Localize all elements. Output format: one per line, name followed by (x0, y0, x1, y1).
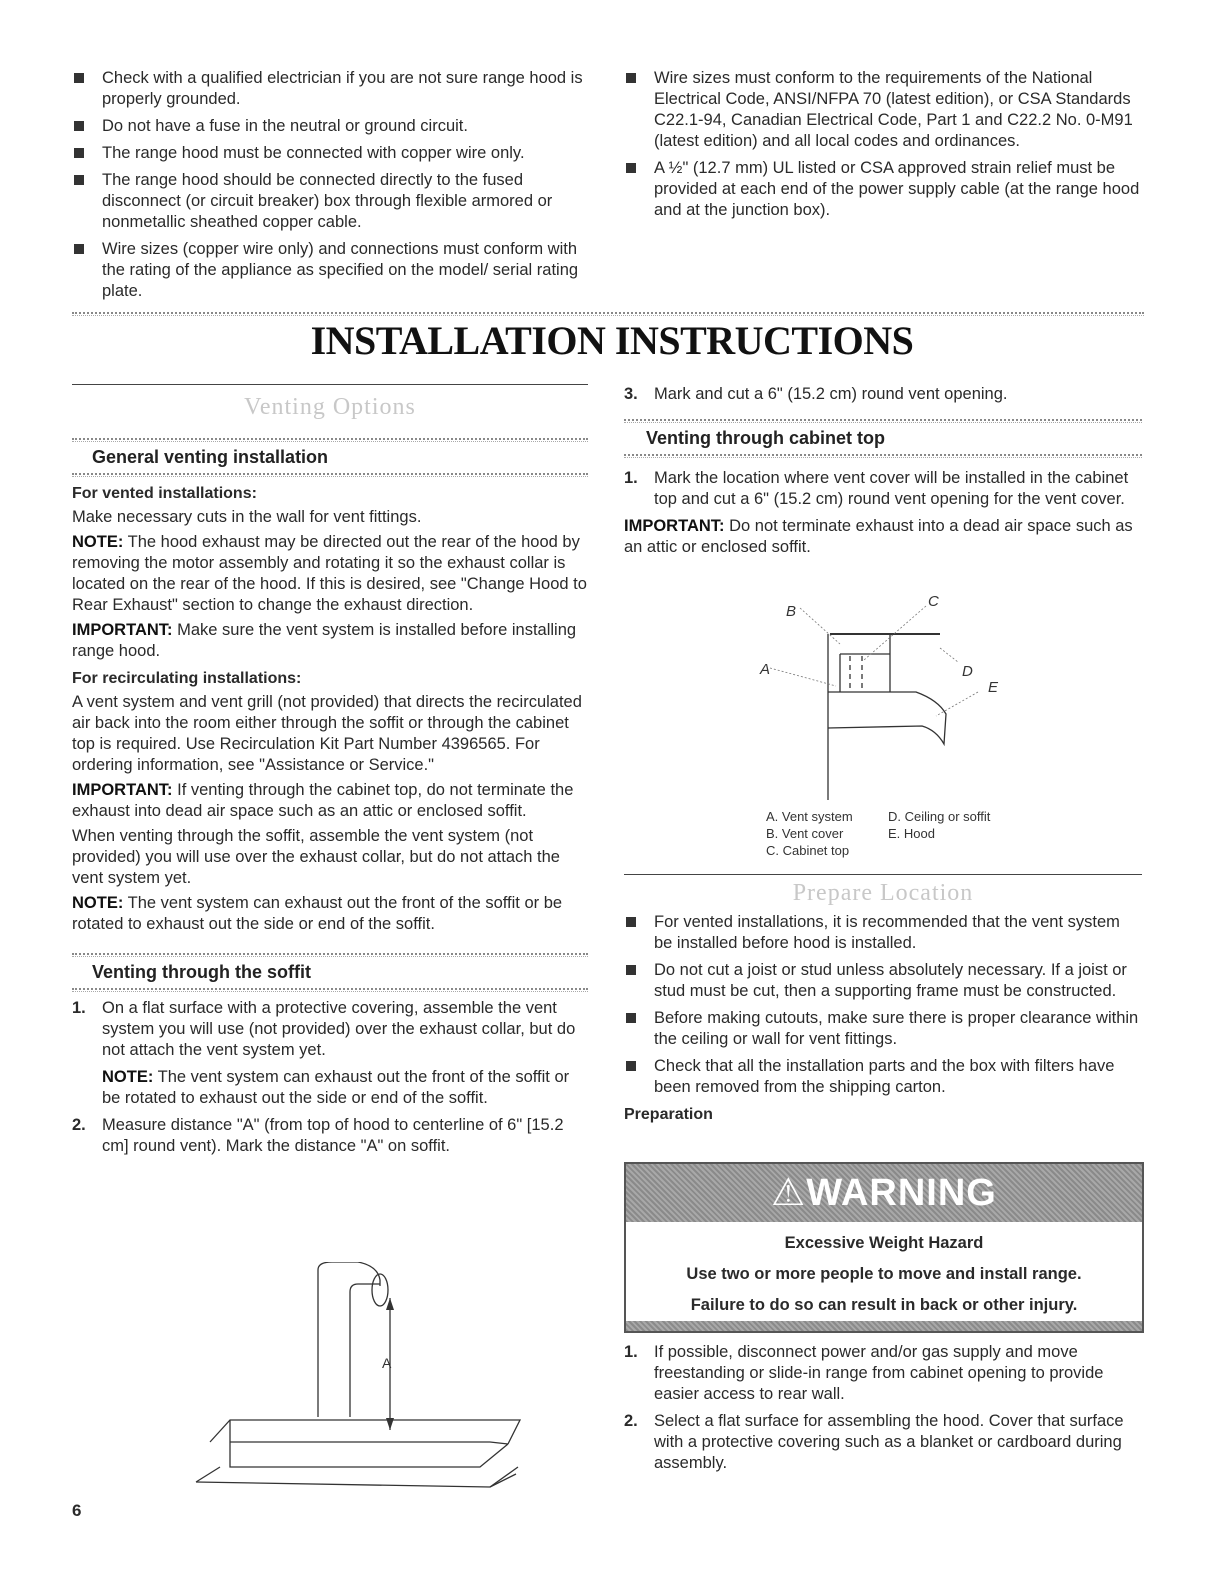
steps-list (624, 1342, 1142, 1480)
page-title: INSTALLATION INSTRUCTIONS (310, 318, 914, 363)
label: Preparation (624, 1106, 713, 1123)
step-number: 1. (72, 999, 86, 1017)
caption: A. Vent system (766, 809, 853, 824)
bullet-item: For vented installations, it is recommended that the vent system be installed before hood is installed. (624, 912, 1142, 954)
note (72, 532, 588, 616)
important-label: IMPORTANT: (624, 517, 725, 535)
page-number: 6 (72, 1501, 82, 1520)
label: For vented installations: (72, 485, 257, 502)
caption: D. Ceiling or soffit (888, 809, 991, 824)
warning-line: Failure to do so can result in back or other injury. (690, 1296, 1078, 1314)
important-label: IMPORTANT: (72, 621, 173, 639)
label: For recirculating installations: (72, 670, 302, 687)
list-item (72, 1115, 588, 1157)
bullet-item: Do not have a fuse in the neutral or ground circuit. (72, 116, 592, 137)
prepare-section (624, 874, 1142, 1125)
section-title: Venting Options (244, 394, 416, 420)
subsection-title: General venting installation (92, 447, 329, 467)
note-label: NOTE: (72, 894, 124, 912)
caption: E. Hood (888, 826, 935, 841)
diagram-label: D (962, 663, 973, 680)
warning-footer (626, 1321, 1142, 1331)
step-text: On a flat surface with a protective covering, assemble the vent system you will use (not provided) over the exhaust collar, but do not attach the vent system yet. (102, 999, 576, 1059)
top-left-bullets (72, 68, 592, 308)
caption-column (766, 808, 853, 859)
list-item (624, 1411, 1142, 1474)
cabinet-vent-diagram (740, 588, 1020, 804)
right-column (624, 384, 1142, 562)
important-text: If venting through the cabinet top, do not terminate the exhaust into dead air space such as an attic or enclosed soffit. (72, 781, 574, 820)
divider (72, 384, 588, 385)
note (102, 1067, 588, 1109)
bullet-item: A ½" (12.7 mm) UL listed or CSA approved strain relief must be provided at each end of the power supply cable (at the range hood and at the junction box). (624, 158, 1144, 221)
bullet-item: Check with a qualified electrician if you are not sure range hood is properly grounded. (72, 68, 592, 110)
important (72, 780, 588, 822)
bullet-item: Wire sizes must conform to the requirements of the National Electrical Code, ANSI/NFPA 70 (latest edition), or CSA Standards C22.1-94, Canadian Electrical Code, Part 1 and C22.2 No. 0-M91 (latest edition) and all local codes and ordinances. (624, 68, 1144, 152)
step-text: Measure distance "A" (from top of hood to centerline of 6" [15.2 cm] round vent). Mark the distance "A" on soffit. (102, 1116, 564, 1155)
note (72, 893, 588, 935)
list-item (72, 998, 588, 1109)
step-text: Select a flat surface for assembling the hood. Cover that surface with a protective covering such as a blanket or cardboard during assembly. (654, 1412, 1124, 1472)
important-label: IMPORTANT: (72, 781, 173, 799)
list-item (624, 384, 1142, 405)
note-text: The hood exhaust may be directed out the rear of the hood by removing the motor assembly and rotating it so the exhaust collar is located on the rear of the hood. If this is desired, see "Change Hood to Rear Exhaust" section to change the exhaust direction. (72, 533, 587, 614)
list-item (624, 468, 1142, 510)
warning-line: Excessive Weight Hazard (784, 1234, 984, 1252)
important (72, 620, 588, 662)
bullet-item: Check that all the installation parts and the box with filters have been removed from the shipping carton. (624, 1056, 1142, 1098)
soffit-vent-diagram (190, 1262, 530, 1500)
step-number: 1. (624, 1343, 638, 1361)
step-text: Mark and cut a 6" (15.2 cm) round vent opening. (654, 385, 1008, 403)
step-text: If possible, disconnect power and/or gas supply and move freestanding or slide-in range from cabinet opening to provide easier access to rear wall. (654, 1343, 1104, 1403)
section-title: Prepare Location (792, 880, 974, 906)
caption-column (888, 808, 990, 842)
warning-icon: ⚠ (771, 1171, 807, 1214)
diagram-label: C (928, 593, 939, 610)
note-text: The vent system can exhaust out the front of the soffit or be rotated to exhaust out the side or end of the soffit. (102, 1068, 570, 1107)
bullet-item: The range hood must be connected with copper wire only. (72, 143, 592, 164)
subsection-title: Venting through the soffit (92, 962, 311, 982)
note-text: The vent system can exhaust out the front of the soffit or be rotated to exhaust out the side or end of the soffit. (72, 894, 563, 933)
diagram-label: B (786, 603, 797, 620)
bullet-item: Before making cutouts, make sure there is proper clearance within the ceiling or wall for vent fittings. (624, 1008, 1142, 1050)
diagram-label: A (382, 1355, 392, 1371)
left-column (72, 384, 588, 1163)
step-number: 2. (624, 1412, 638, 1430)
divider (72, 988, 588, 992)
bullet-item: The range hood should be connected directly to the fused disconnect (or circuit breaker) box through flexible armored or nonmetallic sheathed copper cable. (72, 170, 592, 233)
caption: C. Cabinet top (766, 843, 850, 858)
paragraph: Make necessary cuts in the wall for vent fittings. (72, 508, 422, 526)
list-item (624, 1342, 1142, 1405)
diagram-label: E (988, 679, 999, 696)
bullet-item: Do not cut a joist or stud unless absolutely necessary. If a joist or stud must be cut, then a supporting frame must be constructed. (624, 960, 1142, 1002)
step-number: 3. (624, 385, 638, 403)
divider (72, 473, 588, 477)
divider (72, 312, 1144, 316)
warning-line: Use two or more people to move and install range. (686, 1265, 1082, 1283)
paragraph: A vent system and vent grill (not provided) that directs the recirculated air back into the room either through the soffit or through the cabinet top is required. Use Recirculation Kit Part Number 4396565. For ordering information, see "Assistance or Service." (72, 693, 582, 774)
divider (624, 874, 1142, 875)
step-number: 2. (72, 1116, 86, 1134)
note-label: NOTE: (72, 533, 124, 551)
step-text: Mark the location where vent cover will be installed in the cabinet top and cut a 6" (15.2 cm) round vent opening for the vent cover. (654, 469, 1129, 508)
warning-title: WARNING (806, 1171, 997, 1214)
warning-box (624, 1162, 1144, 1333)
important (624, 516, 1142, 558)
diagram-label: A (760, 661, 771, 678)
important-text: Do not terminate exhaust into a dead air space such as an attic or enclosed soffit. (624, 517, 1133, 556)
caption: B. Vent cover (766, 826, 844, 841)
step-number: 1. (624, 469, 638, 487)
paragraph: When venting through the soffit, assemble the vent system (not provided) you will use over the exhaust collar, but do not attach the vent system yet. (72, 827, 560, 887)
subsection-title: Venting through cabinet top (646, 428, 885, 448)
important-text: Make sure the vent system is installed before installing range hood. (72, 621, 577, 660)
note-label: NOTE: (102, 1068, 154, 1086)
top-right-bullets (624, 68, 1144, 227)
warning-header (626, 1164, 1142, 1222)
bullet-item: Wire sizes (copper wire only) and connections must conform with the rating of the appliance as specified on the model/ serial rating plate. (72, 239, 592, 302)
divider (624, 454, 1142, 458)
